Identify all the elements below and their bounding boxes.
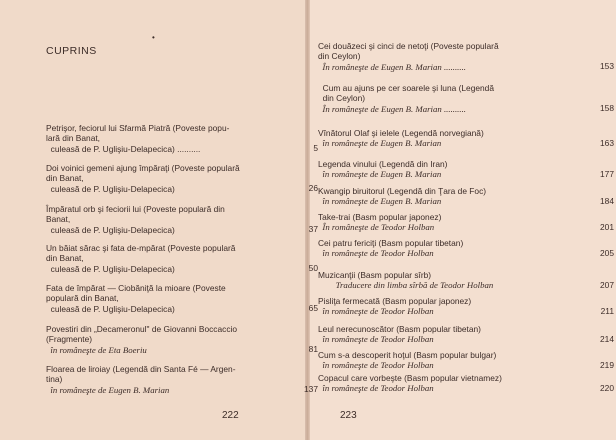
toc-entry-page: 65 [308,303,318,313]
toc-entry [46,204,318,235]
toc-entry [318,83,614,114]
toc-entry [318,212,614,233]
toc-entry-translator: În româneşte de Eugen B. Marian .......... [318,61,466,72]
toc-entry-translator: în româneşte de Teodor Holban [318,248,434,259]
toc-entry [318,324,614,345]
toc-entry-title: Cei patru fericiţi (Basm popular tibetan) [318,238,464,248]
toc-entry [318,159,614,180]
right-page-number: 223 [340,410,357,421]
toc-entry-title: Copacul care vorbeşte (Basm popular vietnamez) [318,373,502,383]
toc-entry [46,163,318,194]
toc-entry-title: Muzicanţii (Basm popular sîrb) [318,270,432,280]
toc-entry-translator: Traducere din limba sîrbă de Teodor Holban [318,280,494,291]
toc-entry [46,364,318,395]
toc-entry-page: 205 [600,248,614,258]
toc-entry [46,243,318,274]
toc-entry-title: Împăratul orb şi feciorii lui (Poveste populară din Banat, culeasă de P. Uglişiu-Delapecica) [46,204,225,235]
toc-entry [318,186,614,207]
toc-entry-page: 184 [600,196,614,206]
toc-entry-page: 220 [600,383,614,393]
toc-entry-translator: În româneşte de Teodor Holban [318,222,435,233]
toc-entry [318,238,614,259]
toc-entry-title: Take-trai (Basm popular japonez) [318,212,442,222]
toc-entry-translator: în româneşte de Teodor Holban [318,383,434,394]
toc-entry-title: Cei douăzeci şi cinci de netoţi (Poveste populară din Ceylon) [318,41,499,62]
toc-entry-page: 37 [308,224,318,234]
left-page-number: 222 [222,410,239,421]
toc-entry-translator: în româneşte de Teodor Holban [318,306,434,317]
toc-entry-translator: în româneşte de Eta Boeriu [46,344,147,355]
toc-entry-translator: în româneşte de Eugen B. Marian [318,138,442,149]
toc-entry-page: 5 [313,143,318,153]
toc-entry-translator: în româneşte de Eugen B. Marian [318,196,442,207]
toc-entry-title: Cum s-a descoperit hoţul (Basm popular bulgar) [318,350,497,360]
toc-entry-page: 81 [308,344,318,354]
toc-entry-translator: în româneşte de Eugen B. Marian [318,169,442,180]
ornament-dot: • [152,33,155,42]
toc-entry-page: 219 [600,360,614,370]
toc-entry [318,296,614,317]
toc-entry-title: Leul nerecunoscător (Basm popular tibetan) [318,324,481,334]
toc-entry-title: Fata de împărat — Ciobăniţă la mioare (Poveste populară din Banat, culeasă de P. Uglişiu-Delapecica) [46,283,226,314]
toc-entry-page: 26 [308,183,318,193]
toc-entry [318,350,614,371]
toc-entry [318,270,614,291]
toc-entry-page: 153 [600,61,614,71]
toc-entry [318,128,614,149]
toc-entry-page: 137 [304,384,318,394]
toc-entry-page: 201 [600,222,614,232]
toc-entry-translator: în româneşte de Teodor Holban [318,334,434,345]
toc-entry-page: 50 [308,263,318,273]
toc-entry-title: Vînătorul Olaf şi ielele (Legendă norvegiană) [318,128,484,138]
toc-entry [46,123,318,154]
toc-entry-page: 158 [600,103,614,113]
toc-entry-title: Floarea de liroiay (Legendă din Santa Fé — Argen- tina) [46,364,236,385]
book-spine [305,0,310,440]
toc-entry-title: Legenda vinului (Legendă din Iran) [318,159,448,169]
toc-entry [318,41,614,72]
toc-entry-page: 211 [600,306,614,316]
toc-entry-title: Un băiat sărac şi fata de-mpărat (Poveste populară din Banat, culeasă de P. Uglişiu-Delapecica) [46,243,236,274]
toc-entry-page: 207 [600,280,614,290]
toc-entry-title: Petrişor, feciorul lui Sfarmă Piatră (Poveste popu- lară din Banat, culeasă de P. Uglişiu-Delapecica) .......... [46,123,230,154]
toc-entry-translator: în româneşte de Eugen B. Marian [46,384,170,395]
toc-entry-page: 177 [600,169,614,179]
toc-entry-title: Povestiri din „Decameronul" de Giovanni Boccaccio (Fragmente) [46,324,238,345]
toc-entry-page: 214 [600,334,614,344]
toc-entry [318,373,614,394]
page-title: CUPRINS [46,45,97,57]
toc-entry-title: Doi voinici gemeni ajung împăraţi (Poveste populară din Banat, culeasă de P. Uglişiu-Delapecica) [46,163,240,194]
toc-entry-translator: În româneşte de Eugen B. Marian .......... [318,103,466,114]
toc-entry [46,283,318,314]
toc-entry-title: Pisliţa fermecată (Basm popular japonez) [318,296,472,306]
toc-entry-page: 163 [600,138,614,148]
toc-entry-title: Cum au ajuns pe cer soarele şi luna (Legendă din Ceylon) [322,83,494,104]
toc-entry-translator: în româneşte de Teodor Holban [318,360,434,371]
toc-entry-title: Kwangip biruitorul (Legendă din Ţara de Foc) [318,186,487,196]
toc-entry [46,324,318,355]
